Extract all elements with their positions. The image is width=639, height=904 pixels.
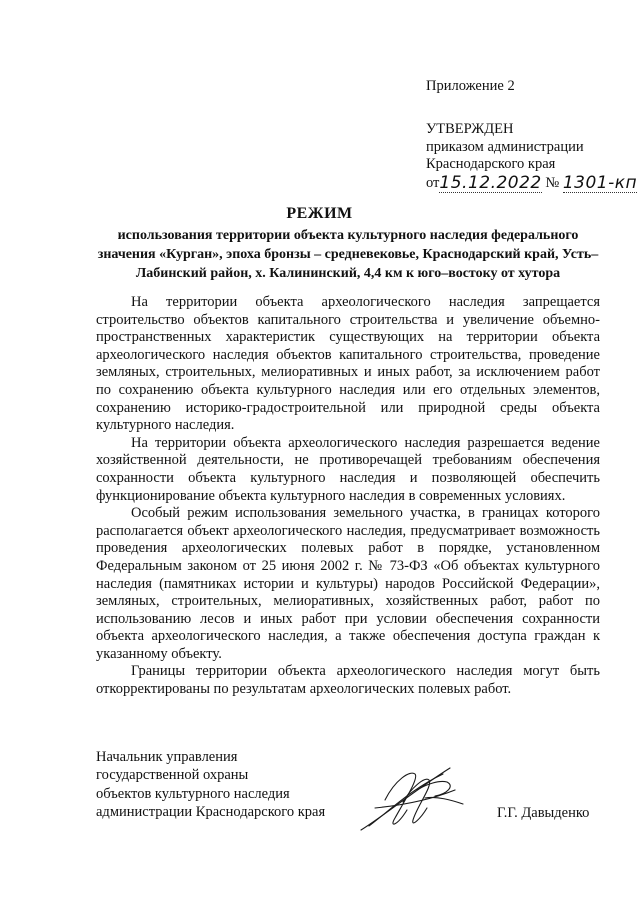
approved-line-2: Краснодарского края [426, 156, 556, 172]
signatory-position-3: объектов культурного наследия [96, 785, 290, 802]
paragraph-4: Границы территории объекта археологического наследия могут быть откорректированы по результатам археологических полевых работ. [96, 663, 600, 698]
document-title: РЕЖИМ [286, 205, 353, 222]
handwritten-signature-icon [355, 760, 475, 840]
signer-name: Г.Г. Давыденко [497, 805, 590, 821]
number-sign: № [545, 174, 560, 191]
signatory-position-2: государственной охраны [96, 767, 249, 784]
signature-block [96, 748, 325, 821]
handwritten-number: 1301-кп [562, 172, 638, 193]
paragraph-1: На территории объекта археологического наследия запрещается строительство объектов капитального строительства и увеличение объемно-пространственных характеристик существующих на территории объекта археологического наследия объектов капитального строительства, проведение земляных, строительных, мелиоративных и иных работ, за исключением работ по сохранению объекта культурного наследия или его отдельных элементов, сохранению историко-градостроительной или природной среды объекта культурного наследия. [96, 294, 600, 434]
order-date-line [426, 174, 637, 194]
from-prefix: от [426, 174, 440, 191]
approved-title: УТВЕРЖДЕН [426, 121, 514, 137]
document-body [96, 294, 600, 699]
paragraph-2: На территории объекта археологического наследия разрешается ведение хозяйственной деятельности, не противоречащей требованиям обеспечения сохранности объекта культурного наследия и позволяющей обеспечить функционирование объекта культурного наследия в современных условиях. [96, 434, 600, 504]
handwritten-date: 15.12.2022 [439, 172, 542, 193]
approved-line-1: приказом администрации [426, 138, 584, 155]
signatory-position-4: администрации Краснодарского края [96, 803, 326, 820]
paragraph-3: Особый режим использования земельного участка, в границах которого располагается объект археологического наследия, предусматривает возможность проведения археологических полевых работ в порядке, установленном Федеральным законом от 25 июня 2002 г. № 73-ФЗ «Об объектах культурного наследия (памятниках истории и культуры) народов Российской Федерации», земляных, строительных, мелиоративных, хозяйственных работ, работ по использованию лесов и иных работ при условии обеспечения сохранности объекта археологического наследия, а также обеспечения доступа граждан к указанному объекту. [96, 505, 600, 662]
appendix-label: Приложение 2 [426, 78, 515, 94]
document-subtitle: использования территории объекта культурного наследия федерального значения «Курган», эпоха бронзы – средневековье, Краснодарский край, Усть–Лабинский район, х. Калининский, 4,4 км к юго–востоку от хутора [97, 228, 599, 281]
signatory-position-1: Начальник управления [96, 749, 238, 765]
approval-stamp [426, 121, 637, 193]
